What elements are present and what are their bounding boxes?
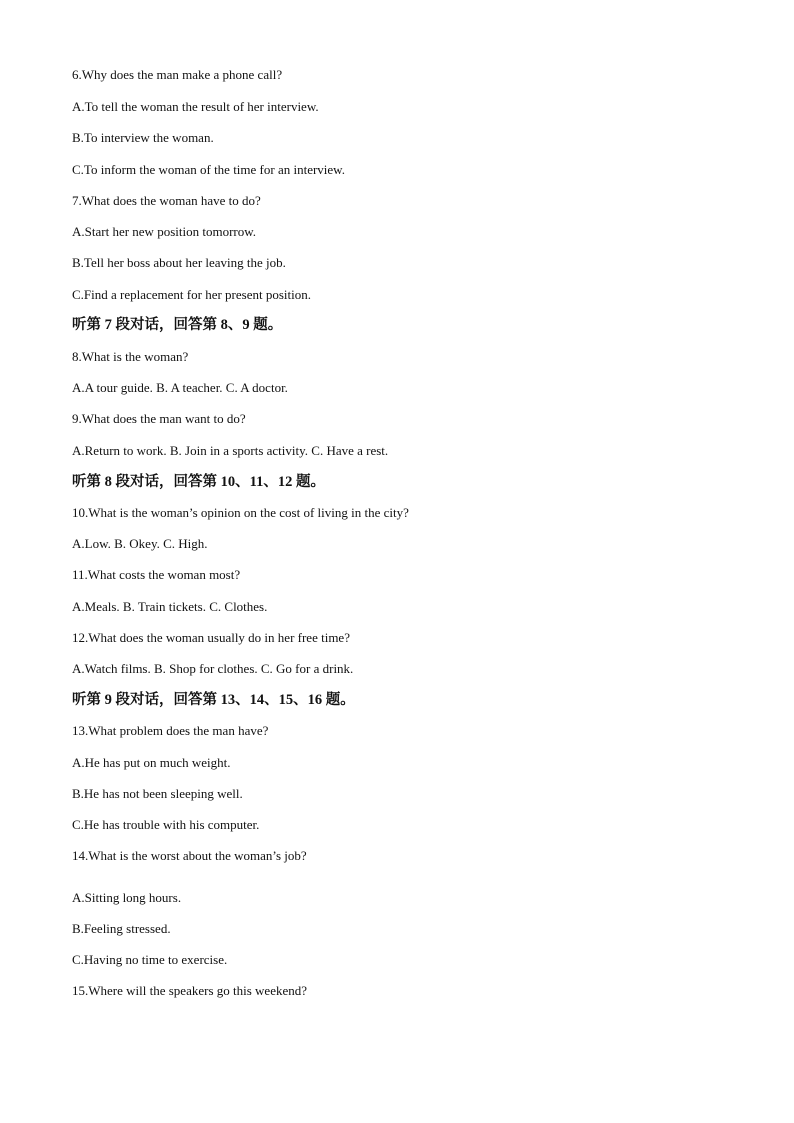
option-6c: C.To inform the woman of the time for an interview. [72, 162, 345, 177]
options-12: A.Watch films. B. Shop for clothes. C. Go for a drink. [72, 661, 354, 676]
section-heading-8: 听第 8 段对话，回答第 10、11、12 题。 [72, 474, 325, 490]
question-15: 15.Where will the speakers go this weekend? [72, 983, 308, 998]
option-6b: B.To interview the woman. [72, 130, 214, 145]
option-13b: B.He has not been sleeping well. [72, 786, 243, 801]
option-7c: C.Find a replacement for her present position. [72, 287, 311, 302]
question-7: 7.What does the woman have to do? [72, 193, 261, 208]
option-7a: A.Start her new position tomorrow. [72, 224, 257, 239]
options-8: A.A tour guide. B. A teacher. C. A doctor. [72, 380, 288, 395]
option-7b: B.Tell her boss about her leaving the job. [72, 255, 286, 270]
option-14b: B.Feeling stressed. [72, 921, 171, 936]
option-6a: A.To tell the woman the result of her interview. [72, 99, 319, 114]
question-13: 13.What problem does the man have? [72, 723, 269, 738]
section-heading-9: 听第 9 段对话，回答第 13、14、15、16 题。 [72, 692, 355, 708]
question-12: 12.What does the woman usually do in her free time? [72, 630, 350, 645]
option-13c: C.He has trouble with his computer. [72, 817, 260, 832]
options-10: A.Low. B. Okey. C. High. [72, 536, 208, 551]
option-13a: A.He has put on much weight. [72, 755, 231, 770]
question-8: 8.What is the woman? [72, 349, 189, 364]
option-14c: C.Having no time to exercise. [72, 952, 228, 967]
question-9: 9.What does the man want to do? [72, 411, 246, 426]
question-6: 6.Why does the man make a phone call? [72, 67, 283, 82]
question-10: 10.What is the woman’s opinion on the cost of living in the city? [72, 505, 409, 520]
options-9: A.Return to work. B. Join in a sports activity. C. Have a rest. [72, 443, 389, 458]
section-heading-7: 听第 7 段对话，回答第 8、9 题。 [72, 317, 283, 333]
question-11: 11.What costs the woman most? [72, 567, 241, 582]
options-11: A.Meals. B. Train tickets. C. Clothes. [72, 599, 268, 614]
option-14a: A.Sitting long hours. [72, 890, 182, 905]
question-14: 14.What is the worst about the woman’s job? [72, 848, 307, 863]
